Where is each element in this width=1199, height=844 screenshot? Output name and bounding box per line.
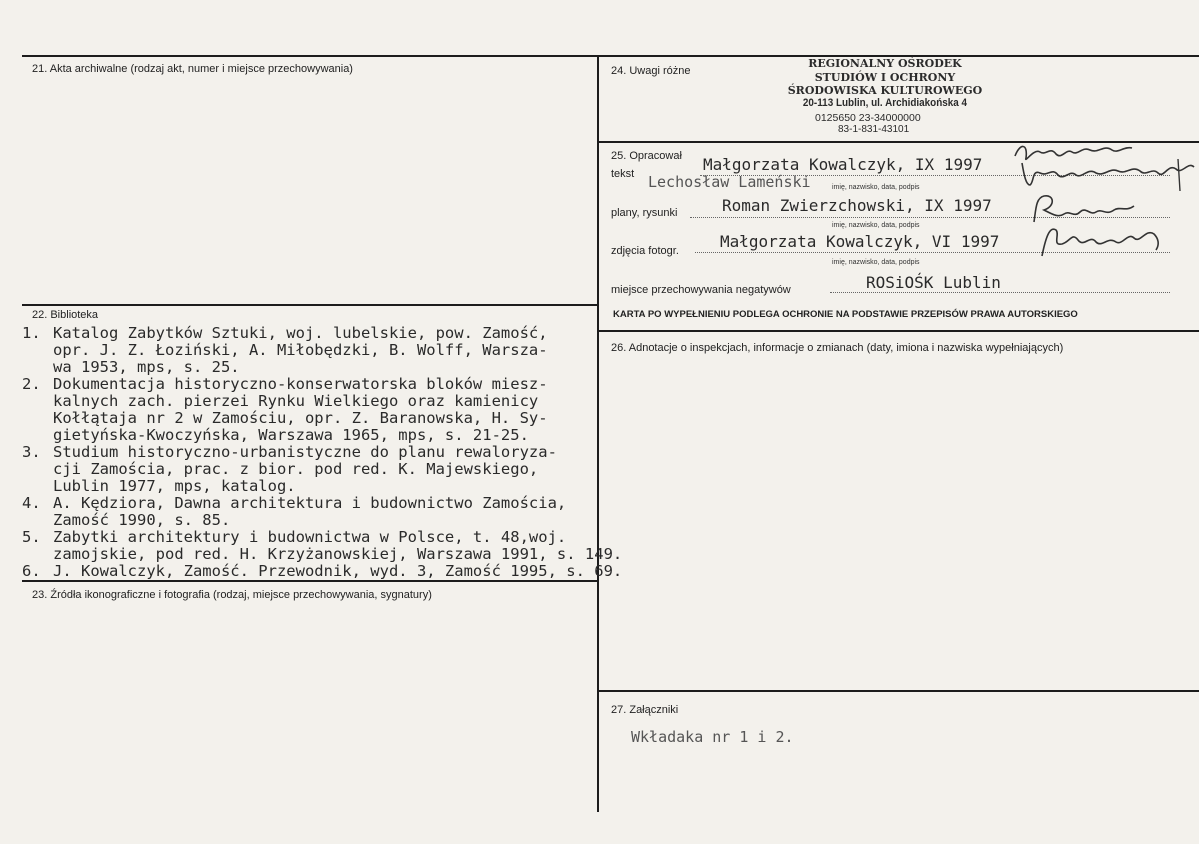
zdjecia-label: zdjęcia fotogr. [611, 245, 679, 257]
biblio-item-2-line-4: gietyńska-Kwoczyńska, Warszawa 1965, mps, s. 21-25. [53, 426, 529, 444]
section-23-label: 23. Źródła ikonograficzne i fotografia (rodzaj, miejsce przechowywania, sygnatury) [32, 589, 432, 601]
negatywy-label: miejsce przechowywania negatywów [611, 284, 791, 296]
zdjecia-value: Małgorzata Kowalczyk, VI 1997 [720, 232, 1000, 251]
tekst-label: tekst [611, 168, 635, 180]
copyright-notice: KARTA PO WYPEŁNIENIU PODLEGA OCHRONIE NA PODSTAWIE PRZEPISÓW PRAWA AUTORSKIEGO [613, 309, 1078, 320]
biblio-item-1-num: 1. [22, 324, 41, 342]
biblio-item-2-line-3: Kołłątaja nr 2 w Zamościu, opr. Z. Baranowska, H. Sy- [53, 409, 548, 427]
biblio-item-3-line-3: Lublin 1977, mps, katalog. [53, 477, 296, 495]
top-border [22, 55, 1199, 57]
section-25-label: 25. Opracował [611, 150, 682, 162]
stamp-line-5: 0125650 23-34000000 [815, 112, 921, 124]
biblio-item-3-line-2: cji Zamościa, prac. z bior. pod red. K. Majewskiego, [53, 460, 539, 478]
signature-tekst-2 [1018, 155, 1198, 195]
biblio-item-1-line-1: Katalog Zabytków Sztuki, woj. lubelskie, pow. Zamość, [53, 324, 548, 342]
stamp-line-3: ŚRODOWISKA KULTUROWEGO [787, 84, 983, 97]
plany-hint: imię, nazwisko, data, podpis [832, 222, 920, 229]
section-24-label: 24. Uwagi różne [611, 65, 691, 77]
biblio-item-5-num: 5. [22, 528, 41, 546]
section-27-label: 27. Załączniki [611, 704, 679, 716]
signature-zdjecia [1036, 222, 1166, 262]
biblio-item-2-line-2: kalnych zach. pierzei Rynku Wielkiego oraz kamienicy [53, 392, 539, 410]
stamp-line-4: 20-113 Lublin, ul. Archidiakońska 4 [802, 97, 968, 109]
biblio-item-1-line-2: opr. J. Z. Łoziński, A. Miłobędzki, B. Wolff, Warsza- [53, 341, 548, 359]
tekst-hint: imię, nazwisko, data, podpis [832, 184, 920, 191]
biblio-item-3-num: 3. [22, 443, 41, 461]
biblio-item-4-num: 4. [22, 494, 41, 512]
section-26-label: 26. Adnotacje o inspekcjach, informacje o zmianach (daty, imiona i nazwiska wypełniających) [611, 342, 1064, 354]
plany-label: plany, rysunki [611, 207, 678, 219]
biblio-item-4-line-2: Zamość 1990, s. 85. [53, 511, 231, 529]
section-22-label: 22. Biblioteka [32, 309, 99, 321]
biblio-item-2-line-1: Dokumentacja historyczno-konserwatorska bloków miesz- [53, 375, 548, 393]
biblio-item-1-line-3: wa 1953, mps, s. 25. [53, 358, 240, 376]
section-27-value: Wkładaka nr 1 i 2. [631, 728, 794, 746]
left-divider-22 [22, 304, 599, 306]
biblio-item-6-line-1: J. Kowalczyk, Zamość. Przewodnik, wyd. 3, Zamość 1995, s. 69. [53, 562, 623, 580]
stamp-line-6: 83-1-831-43101 [838, 124, 910, 135]
negatywy-value: ROSiOŚK Lublin [866, 273, 1001, 292]
zdjecia-hint: imię, nazwisko, data, podpis [832, 259, 920, 266]
negatywy-underline [830, 292, 1170, 293]
tekst-value: Małgorzata Kowalczyk, IX 1997 [703, 155, 983, 174]
biblio-item-2-num: 2. [22, 375, 41, 393]
section-21-label: 21. Akta archiwalne (rodzaj akt, numer i miejsce przechowywania) [32, 63, 353, 75]
stamp-line-2: STUDIÓW I OCHRONY [814, 71, 956, 84]
right-divider-27 [597, 690, 1199, 692]
stamp-line-1: REGIONALNY OŚRODEK [808, 57, 962, 70]
biblio-item-5-line-1: Zabytki architektury i budownictwa w Polsce, t. 48,woj. [53, 528, 567, 546]
biblio-item-4-line-1: A. Kędziora, Dawna architektura i budownictwo Zamościa, [53, 494, 567, 512]
tekst-value-2: Lechosław Lameński [648, 173, 811, 191]
biblio-item-3-line-1: Studium historyczno-urbanistyczne do planu rewaloryza- [53, 443, 557, 461]
biblio-item-6-num: 6. [22, 562, 41, 580]
center-divider [597, 55, 599, 812]
biblio-item-5-line-2: zamojskie, pod red. H. Krzyżanowskiej, Warszawa 1991, s. 149. [53, 545, 623, 563]
right-divider-26 [597, 330, 1199, 332]
plany-value: Roman Zwierzchowski, IX 1997 [722, 196, 992, 215]
